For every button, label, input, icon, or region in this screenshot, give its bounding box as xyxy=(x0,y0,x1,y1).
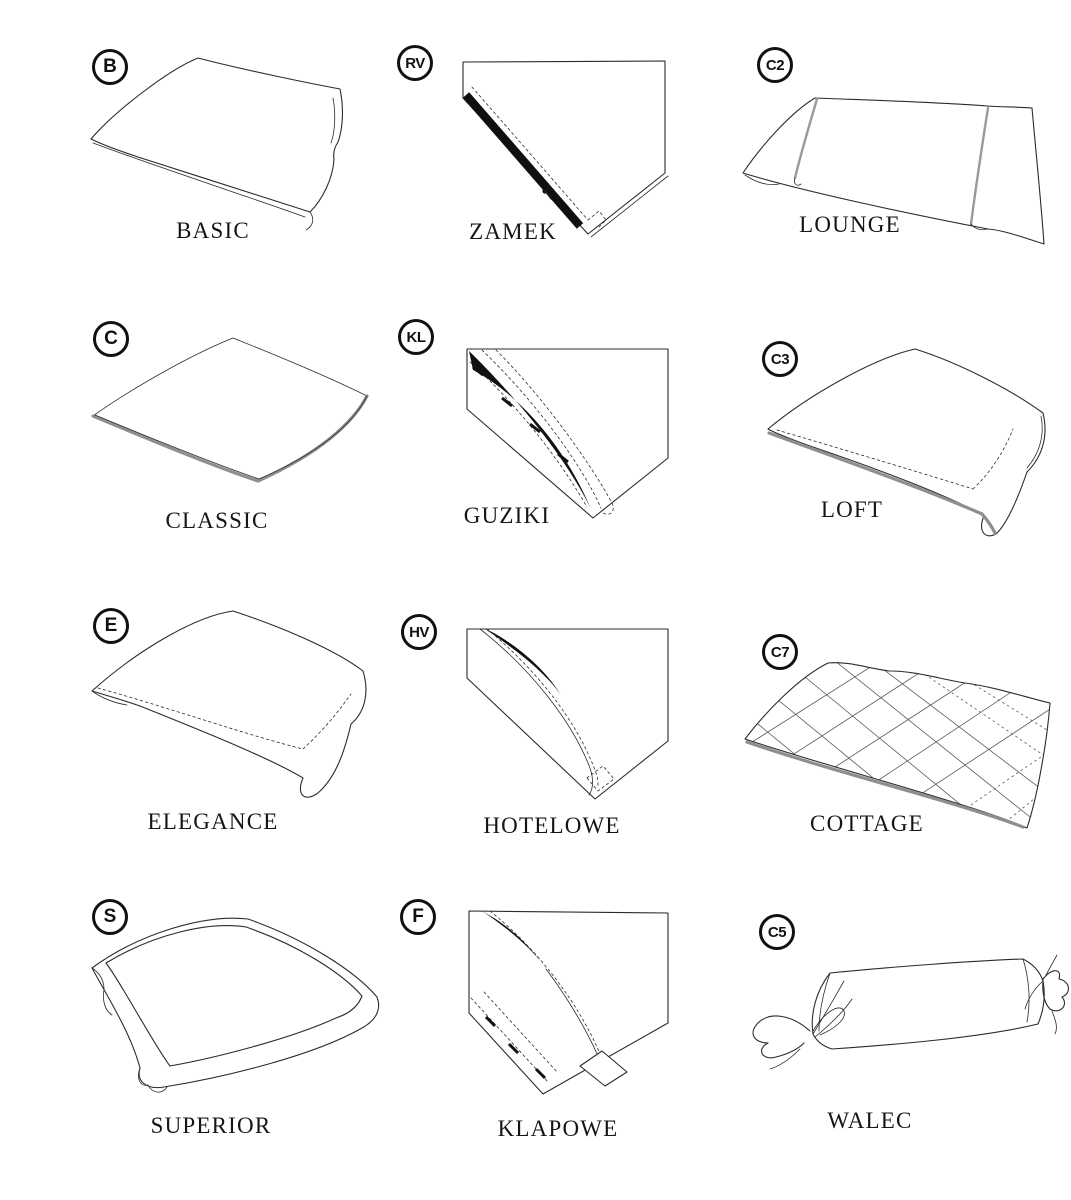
item-hotelowe xyxy=(390,601,690,841)
item-label: COTTAGE xyxy=(810,811,924,836)
code-badge-hotelowe xyxy=(401,614,437,650)
code-text: C7 xyxy=(770,643,790,661)
code-text: C3 xyxy=(770,350,790,368)
item-label: WALEC xyxy=(827,1108,913,1133)
code-badge-klapowe xyxy=(400,899,436,935)
item-label: SUPERIOR xyxy=(150,1113,272,1138)
pillow-sketch-classic-icon xyxy=(88,331,378,526)
button-corner-sketch-icon xyxy=(440,336,690,531)
pillow-sketch-elegance-icon xyxy=(85,606,405,831)
item-zamek xyxy=(390,36,690,266)
item-klapowe xyxy=(390,896,690,1146)
item-label: LOUNGE xyxy=(799,212,901,237)
flap-button-corner-sketch-icon xyxy=(440,896,690,1126)
item-cottage xyxy=(730,601,1071,861)
item-loft xyxy=(730,311,1071,556)
code-text: RV xyxy=(405,54,425,72)
item-label: BASIC xyxy=(176,218,250,243)
item-label: KLAPOWE xyxy=(497,1116,619,1141)
item-walec xyxy=(730,896,1071,1146)
item-label: CLASSIC xyxy=(165,508,269,533)
hotel-flap-corner-sketch-icon xyxy=(440,616,690,826)
item-label: HOTELOWE xyxy=(483,813,621,838)
item-label: ELEGANCE xyxy=(147,809,279,834)
item-label: ZAMEK xyxy=(469,219,557,244)
code-text: E xyxy=(104,615,118,636)
code-text: C2 xyxy=(765,56,785,74)
bolster-sketch-icon xyxy=(740,931,1071,1111)
pillow-sketch-basic-icon xyxy=(82,46,357,221)
code-text: KL xyxy=(406,328,426,346)
item-label: LOFT xyxy=(820,497,884,522)
code-text: C xyxy=(104,328,118,349)
item-classic xyxy=(70,311,400,541)
code-text: B xyxy=(103,56,117,77)
item-guziki xyxy=(390,311,690,541)
pillow-sketch-superior-icon xyxy=(90,911,390,1111)
item-lounge xyxy=(730,36,1071,266)
item-elegance xyxy=(70,601,400,841)
item-basic xyxy=(70,36,400,266)
code-text: S xyxy=(103,906,117,927)
code-text: C5 xyxy=(767,923,787,941)
code-badge-guziki xyxy=(398,319,434,355)
code-text: F xyxy=(412,906,424,927)
code-text: HV xyxy=(409,623,429,641)
item-superior xyxy=(70,896,400,1146)
item-label: GUZIKI xyxy=(463,503,551,528)
code-badge-zamek xyxy=(397,45,433,81)
